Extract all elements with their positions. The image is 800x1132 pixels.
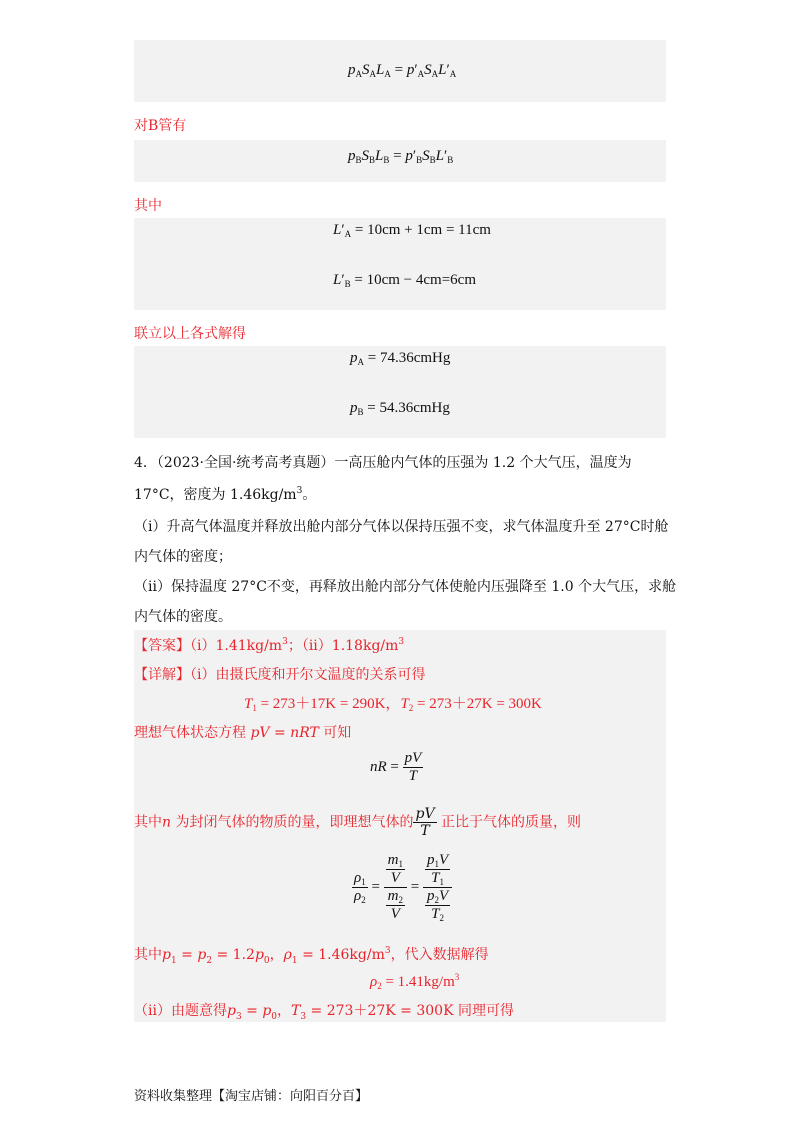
mole-explanation-line: 其中n 为封闭气体的物质的量，即理想气体的 $\frac{pV}{T}$ 正比于气体的质量，则	[134, 806, 582, 839]
question-line-2: 17°C，密度为 $1.46kg/m^3$。	[134, 486, 317, 503]
equation-pressure-a: $p_A$ = 74.36cmHg	[350, 350, 451, 367]
section-b-tube: 对B管有	[134, 118, 187, 134]
question-line-1: 4．（2023·全国·统考高考真题）一高压舱内气体的压强为 1.2 个大气压，温度为	[134, 455, 632, 471]
question-line-4: 内气体的密度；	[134, 549, 232, 565]
equation-b-boyle: $p_BS_BL_B = p'_BS_BL'_B$	[348, 148, 454, 165]
answer-line: 【答案】$(i)1.41kg/m^3$；$(ii)1.18kg/m^3$	[134, 637, 405, 654]
part-two-line: （ii）由题意得$p_3 = p_0$，$T_3 = 273+27K = 300K$ 同理可得	[134, 1003, 514, 1022]
equation-rho2: $\rho_2 = 1.41kg/m^3$	[370, 972, 460, 991]
equation-pressure-b: $p_B$ = 54.36cmHg	[350, 400, 450, 417]
equation-density-ratio: $\frac{\rho_1}{\rho_2}$ = $\frac{\frac{m_1}{V}}{\frac{m_2}{V}}$ = $\frac{\frac{p_1V}{T_1}}{\frac{p_2V}{T_2}}$	[352, 852, 452, 923]
ideal-gas-line: 理想气体状态方程 pV = nRT 可知	[134, 725, 352, 741]
detail-line: 【详解】（i）由摄氏度和开尔文温度的关系可得	[134, 667, 426, 683]
substitution-line: 其中$p_1 = p_2 = 1.2p_0$，$\rho_1 = 1.46kg/m^3$，代入数据解得	[134, 946, 489, 966]
equation-length-a: $L'_A = 10cm + 1cm = 11cm$	[333, 222, 491, 239]
section-combine: 联立以上各式解得	[134, 326, 246, 342]
equation-a-boyle: $p_AS_AL_A = p'_AS_AL'_A$	[348, 62, 457, 79]
equation-nr: nR = $\frac{pV}{T}$	[370, 750, 422, 784]
equation-temperatures: $T_1 = 273+17K = 290K$，$T_2 = 273+27K = 300K$	[244, 696, 542, 713]
section-where: 其中	[134, 198, 162, 214]
question-line-3: （i）升高气体温度并释放出舱内部分气体以保持压强不变，求气体温度升至 27°C时舱	[134, 519, 669, 535]
page-footer: 资料收集整理【淘宝店铺：向阳百分百】	[134, 1089, 369, 1104]
question-line-6: 内气体的密度。	[134, 609, 232, 625]
question-line-5: （ii）保持温度 27°C不变，再释放出舱内部分气体使舱内压强降至 1.0 个大气压，求舱	[134, 579, 677, 595]
equation-length-b: $L'_B = 10cm - 4cm=6cm$	[333, 272, 476, 289]
